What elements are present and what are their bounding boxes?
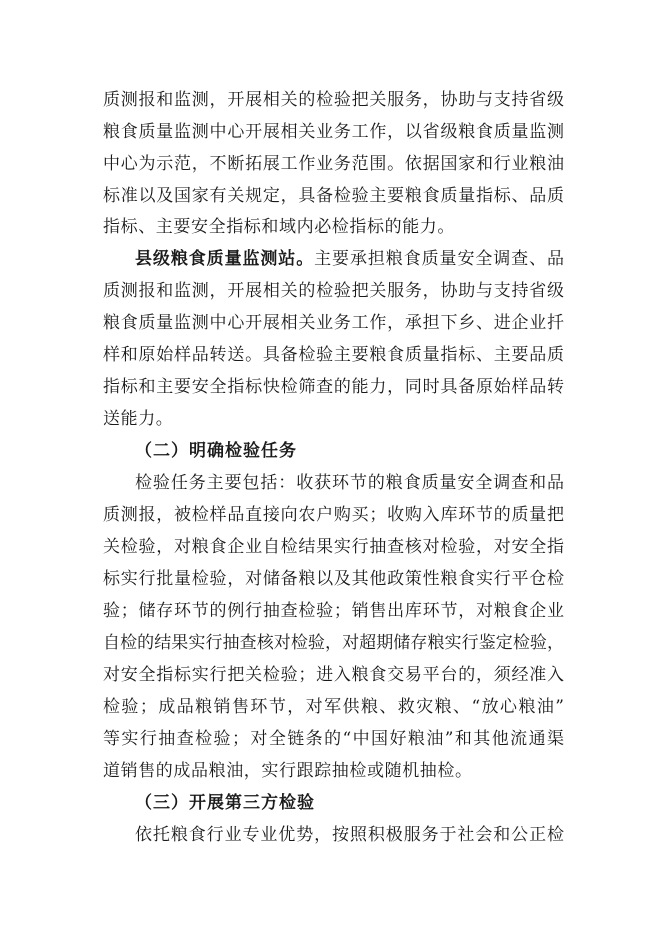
text-line: 质测报和监测，开展相关的检验把关服务，协助与支持省级	[103, 90, 564, 110]
text-line: 质测报，被检样品直接向农户购买；收购入库环节的质量把	[103, 505, 564, 525]
text-line: 等实行抽查检验；对全链条的“中国好粮油”和其他流通渠	[103, 729, 564, 749]
text-line: 自检的结果实行抽查核对检验，对超期储存粮实行鉴定检验，	[103, 633, 564, 653]
text-line	[135, 247, 564, 271]
text-line: 道销售的成品粮油，实行跟踪抽检或随机抽检。	[103, 761, 473, 781]
text-line: 样和原始样品转送。具备检验主要粮食质量指标、主要品质	[103, 345, 564, 365]
text-line: 送能力。	[103, 409, 174, 429]
text-line: 对安全指标实行把关检验；进入粮食交易平台的，须经准入	[103, 665, 564, 685]
text-line: 检验任务主要包括：收获环节的粮食质量安全调查和品	[135, 473, 564, 493]
text-line: 标实行批量检验，对储备粮以及其他政策性粮食实行平仓检	[103, 569, 564, 589]
text-line: 依托粮食行业专业优势，按照积极服务于社会和公正检	[135, 825, 564, 845]
text-line: 指标和主要安全指标快检筛查的能力，同时具备原始样品转	[103, 377, 564, 397]
text-line: 检验；成品粮销售环节，对军供粮、救灾粮、“放心粮油”	[103, 697, 564, 717]
text-line: 中心为示范，不断拓展工作业务范围。依据国家和行业粮油	[103, 154, 564, 174]
text-line: 粮食质量监测中心开展相关业务工作，以省级粮食质量监测	[103, 122, 564, 142]
text-line: 标准以及国家有关规定，具备检验主要粮食质量指标、品质	[103, 186, 564, 206]
text-line: 验；储存环节的例行抽查检验；销售出库环节，对粮食企业	[103, 601, 564, 621]
section-heading: （三）开展第三方检验	[135, 793, 315, 813]
bold-lead: 县级粮食质量监测站。	[135, 249, 315, 269]
text-span: 主要承担粮食质量安全调查、品	[314, 249, 565, 269]
text-line: 粮食质量监测中心开展相关业务工作，承担下乡、进企业扦	[103, 313, 564, 333]
text-line: 指标、主要安全指标和域内必检指标的能力。	[103, 217, 455, 237]
section-heading: （二）明确检验任务	[135, 441, 297, 461]
text-line: 质测报和监测，开展相关的检验把关服务，协助与支持省级	[103, 281, 564, 301]
text-line: 关检验，对粮食企业自检结果实行抽查核对检验，对安全指	[103, 537, 564, 557]
